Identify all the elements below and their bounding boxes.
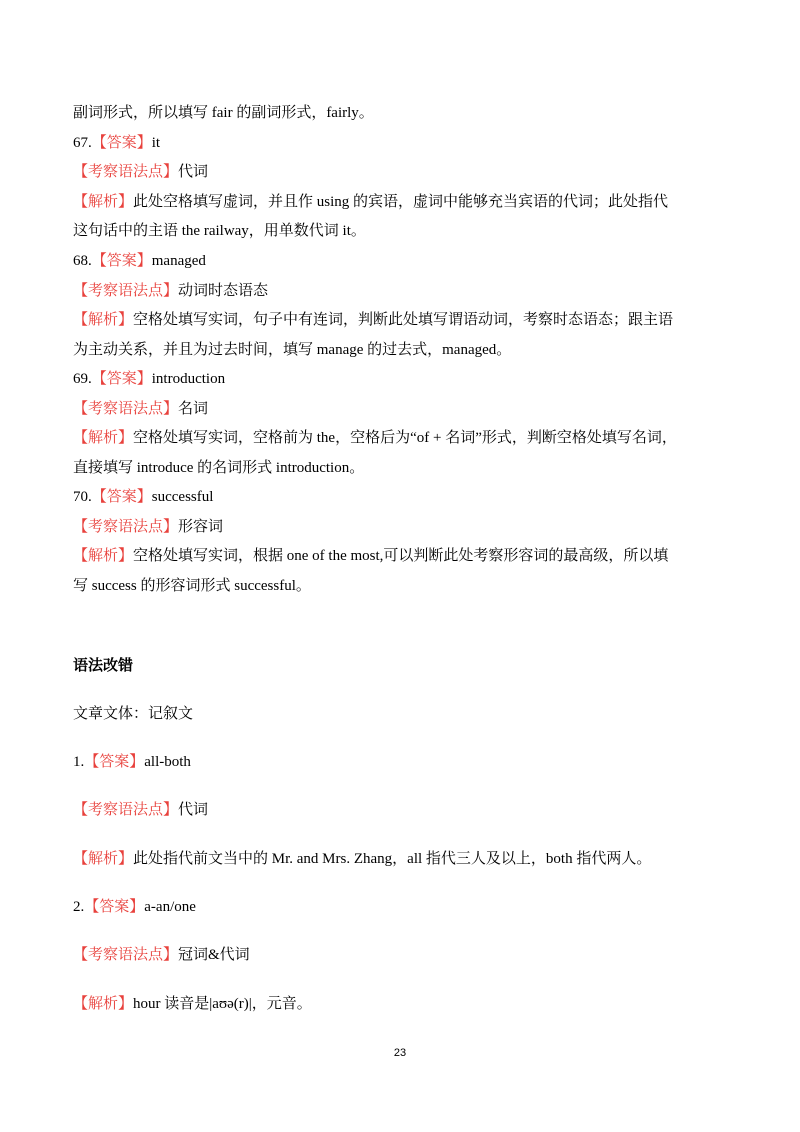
analysis-tag: 【解析】 (73, 194, 134, 210)
answer-tag: 【答案】 (91, 253, 152, 269)
analysis-line-1: 【解析】此处指代前文当中的 Mr. and Mrs. Zhang，all 指代三人及以上，both 指代两人。 (73, 851, 652, 867)
answer-line-68: 68.【答案】managed (73, 253, 206, 269)
article-genre: 文章文体：记叙文 (73, 706, 194, 722)
answer-tag: 【答案】 (91, 371, 152, 387)
answer-line-69: 69.【答案】introduction (73, 371, 226, 387)
grammar-point-line-68: 【考察语法点】动词时态语态 (73, 283, 269, 299)
grammar-point-tag: 【考察语法点】 (73, 802, 179, 818)
section-heading: 语法改错 (73, 656, 134, 674)
grammar-point-line-69: 【考察语法点】名词 (73, 401, 209, 417)
answer-tag: 【答案】 (91, 489, 152, 505)
page-number: 23 (393, 1047, 407, 1059)
continued-text-line: 副词形式，所以填写 fair 的副词形式，fairly。 (73, 105, 374, 121)
grammar-point-tag: 【考察语法点】 (73, 401, 179, 417)
grammar-point-line-1: 【考察语法点】代词 (73, 802, 209, 818)
analysis-cont-68: 为主动关系，并且为过去时间，填写 manage 的过去式，managed。 (73, 342, 512, 358)
grammar-point-line-2: 【考察语法点】冠词&代词 (73, 947, 250, 963)
analysis-line-68: 【解析】空格处填写实词，句子中有连词，判断此处填写谓语动词，考察时态语态；跟主语 (73, 312, 674, 328)
analysis-line-69: 【解析】空格处填写实词，空格前为 the，空格后为“of + 名词”形式，判断空格处填写名词， (73, 430, 677, 446)
grammar-point-tag: 【考察语法点】 (73, 164, 179, 180)
answer-line-70: 70.【答案】successful (73, 489, 214, 505)
grammar-point-line-67: 【考察语法点】代词 (73, 164, 209, 180)
answer-tag: 【答案】 (91, 135, 152, 151)
grammar-point-line-70: 【考察语法点】形容词 (73, 519, 224, 535)
analysis-cont-70: 写 success 的形容词形式 successful。 (73, 578, 311, 594)
analysis-cont-69: 直接填写 introduce 的名词形式 introduction。 (73, 460, 365, 476)
analysis-tag: 【解析】 (73, 996, 134, 1012)
answer-line-1: 1.【答案】all-both (73, 754, 191, 770)
analysis-line-2: 【解析】hour 读音是|aʊə(r)|，元音。 (73, 996, 312, 1012)
analysis-tag: 【解析】 (73, 430, 134, 446)
analysis-tag: 【解析】 (73, 851, 134, 867)
grammar-point-tag: 【考察语法点】 (73, 283, 179, 299)
analysis-cont-67: 这句话中的主语 the railway，用单数代词 it。 (73, 223, 366, 239)
analysis-line-70: 【解析】空格处填写实词，根据 one of the most,可以判断此处考察形容词的最高级，所以填 (73, 548, 669, 564)
answer-line-2: 2.【答案】a-an/one (73, 899, 196, 915)
analysis-line-67: 【解析】此处空格填写虚词，并且作 using 的宾语，虚词中能够充当宾语的代词；此处指代 (73, 194, 669, 210)
analysis-tag: 【解析】 (73, 548, 134, 564)
answer-tag: 【答案】 (84, 899, 145, 915)
answer-tag: 【答案】 (84, 754, 145, 770)
answer-line-67: 67.【答案】it (73, 135, 161, 151)
grammar-point-tag: 【考察语法点】 (73, 519, 179, 535)
grammar-point-tag: 【考察语法点】 (73, 947, 179, 963)
analysis-tag: 【解析】 (73, 312, 134, 328)
